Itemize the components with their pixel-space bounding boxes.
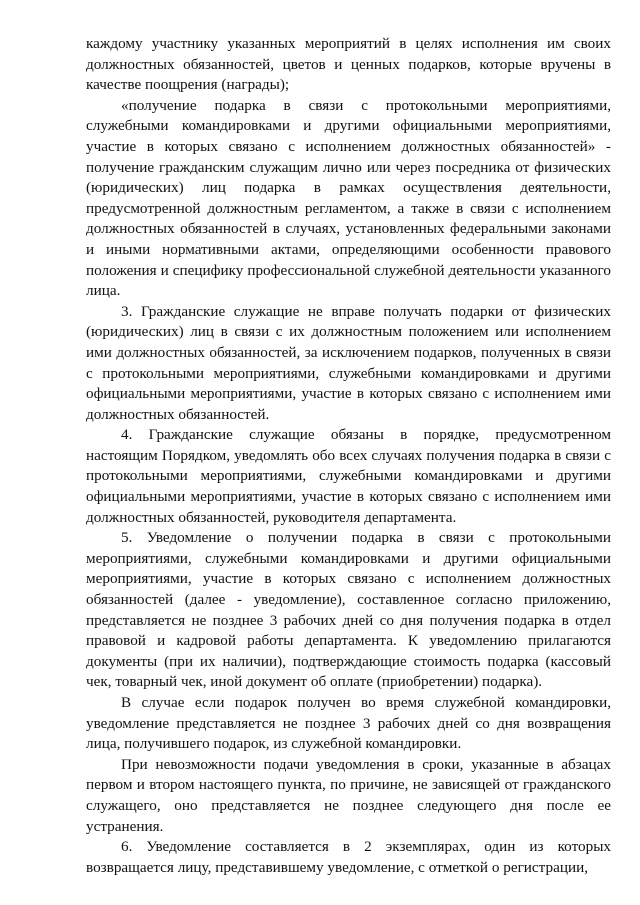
paragraph-impossibility: При невозможности подачи уведомления в сроки, указанные в абзацах первом и втором настоящего пункта, по причине, не зависящей от гражданского служащего, оно представляется не позднее следующего дня после ее устранения. <box>86 755 611 835</box>
paragraph-item-6: 6. Уведомление составляется в 2 экземплярах, один из которых возвращается лицу, представившему уведомление, с отметкой о регистрации, <box>86 838 611 876</box>
paragraph-gift-definition: «получение подарка в связи с протокольными мероприятиями, служебными командировками и другими официальными мероприятиями, участие в которых связано с исполнением должностных обязанностей» - получение гражданским служащим лично или через посредника от физических (юридических) лиц подарка в рамках осуществления деятельности, предусмотренной должностным регламентом, а также в связи с исполнением должностных обязанностей в случаях, установленных федеральными законами и иными нормативными актами, определяющими особенности правового положения и специфику профессиональной служебной деятельности указанного лица. <box>86 96 611 300</box>
document-page <box>86 34 611 878</box>
paragraph-item-4: 4. Гражданские служащие обязаны в порядке, предусмотренном настоящим Порядком, уведомлять обо всех случаях получения подарка в связи с протокольными мероприятиями, служебными командировками и другими официальными мероприятиями, участие в которых связано с исполнением ими должностных обязанностей, руководителя департамента. <box>86 426 611 526</box>
paragraph-intro-continuation: каждому участнику указанных мероприятий в целях исполнения им своих должностных обязанностей, цветов и ценных подарков, которые вручены в качестве поощрения (награды); <box>86 35 611 94</box>
paragraph-item-3: 3. Гражданские служащие не вправе получать подарки от физических (юридических) лиц в связи с их должностным положением или исполнением ими должностных обязанностей, за исключением подарков, полученных в связи с протокольными мероприятиями, служебными командировками и другими официальными мероприятиями, участие в которых связано с исполнением ими должностных обязанностей. <box>86 302 611 423</box>
paragraph-business-trip: В случае если подарок получен во время служебной командировки, уведомление представляется не позднее 3 рабочих дней со дня возвращения лица, получившего подарок, из служебной командировки. <box>86 694 611 753</box>
paragraph-item-5: 5. Уведомление о получении подарка в связи с протокольными мероприятиями, служебными командировками и другими официальными мероприятиями, участие в которых связано с исполнением должностных обязанностей (далее - уведомление), составленное согласно приложению, представляется не позднее 3 рабочих дней со дня получения подарка в отдел правовой и кадровой работы департамента. К уведомлению прилагаются документы (при их наличии), подтверждающие стоимость подарка (кассовый чек, товарный чек, иной документ об оплате (приобретении) подарка). <box>86 529 611 691</box>
